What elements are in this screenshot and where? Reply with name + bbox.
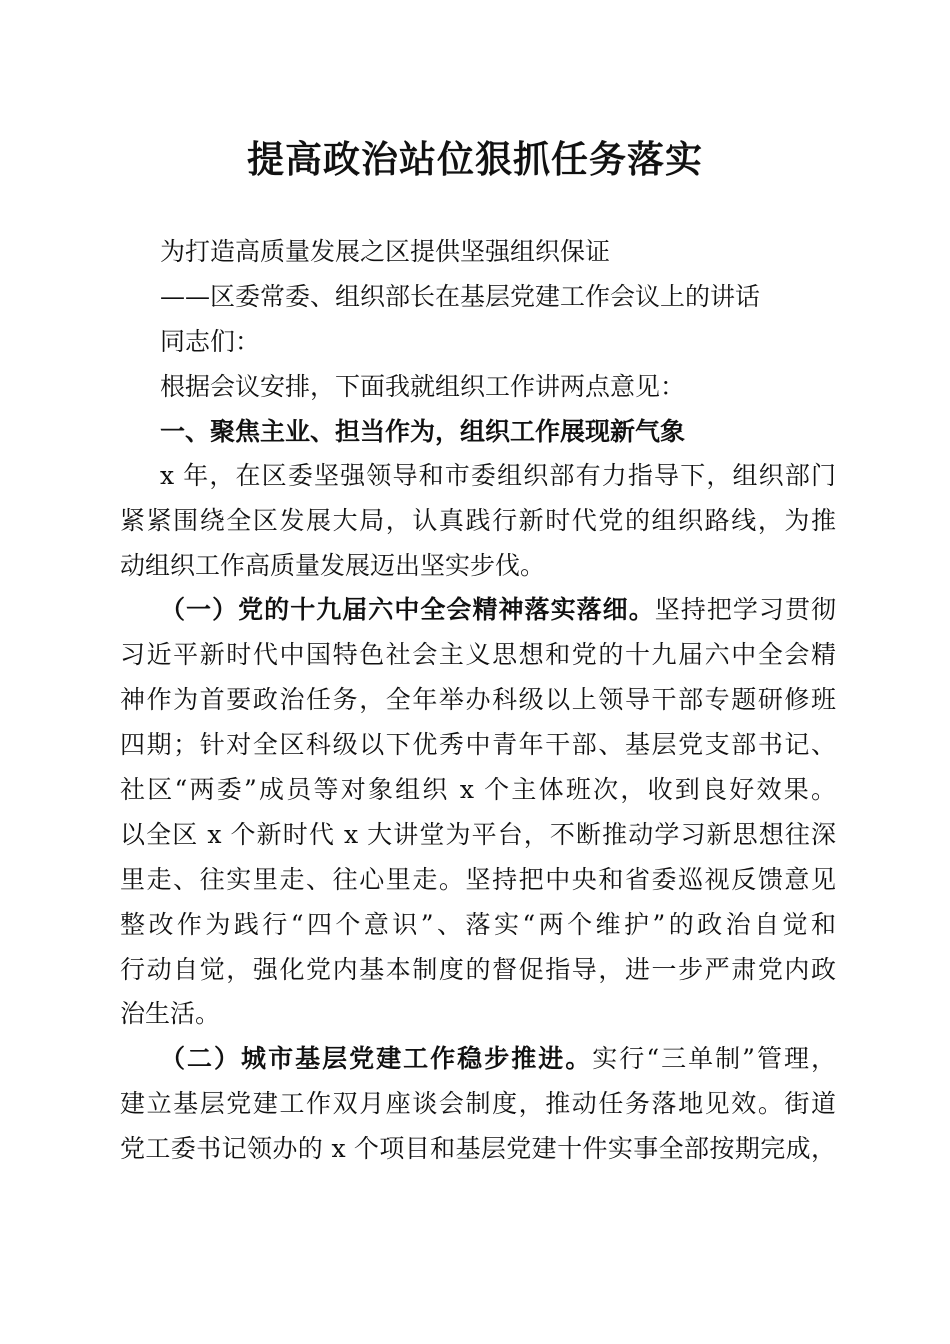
paragraph-line: 四期；针对全区科级以下优秀中青年干部、基层党支部书记、 (120, 730, 836, 759)
document-title: 提高政治站位狠抓任务落实 (247, 137, 703, 181)
section-heading-1: 一、聚焦主业、担当作为，组织工作展现新气象 (160, 417, 686, 446)
paragraph-line: 里走、往实里走、往心里走。坚持把中央和省委巡视反馈意见 (120, 865, 836, 894)
paragraph-line: 社区“两委”成员等对象组织 x 个主体班次，收到良好效果。 (120, 775, 836, 804)
paragraph-line (160, 590, 836, 630)
paragraph-line: 整改作为践行“四个意识”、落实“两个维护”的政治自觉和 (120, 910, 836, 939)
subsection-heading-2: （二）城市基层党建工作稳步推进。 (160, 1044, 593, 1073)
paragraph-line: 动组织工作高质量发展迈出坚实步伐。 (120, 551, 546, 580)
paragraph-line: 以全区 x 个新时代 x 大讲堂为平台，不断推动学习新思想往深 (120, 820, 836, 849)
paragraph-line (160, 1039, 836, 1079)
document-byline: ——区委常委、组织部长在基层党建工作会议上的讲话 (160, 282, 761, 311)
paragraph-line: 治生活。 (120, 999, 221, 1028)
paragraph-line: 党工委书记领办的 x 个项目和基层党建十件实事全部按期完成， (120, 1134, 836, 1163)
paragraph-text: 坚持把学习贯彻 (654, 595, 836, 624)
paragraph-text: 实行“三单制”管理， (592, 1044, 836, 1073)
paragraph-line: 神作为首要政治任务，全年举办科级以上领导干部专题研修班 (120, 685, 836, 714)
paragraph-line: 行动自觉，强化党内基本制度的督促指导，进一步严肃党内政 (120, 955, 836, 984)
paragraph-line: 紧紧围绕全区发展大局，认真践行新时代党的组织路线，为推 (120, 506, 836, 535)
paragraph-line: x 年，在区委坚强领导和市委组织部有力指导下，组织部门 (160, 461, 836, 490)
paragraph-line: 建立基层党建工作双月座谈会制度，推动任务落地见效。街道 (120, 1089, 836, 1118)
document-subtitle: 为打造高质量发展之区提供坚强组织保证 (160, 237, 611, 266)
paragraph-line: 习近平新时代中国特色社会主义思想和党的十九届六中全会精 (120, 640, 836, 669)
intro-paragraph: 根据会议安排，下面我就组织工作讲两点意见： (160, 372, 686, 401)
salutation: 同志们： (160, 327, 261, 356)
subsection-heading-1: （一）党的十九届六中全会精神落实落细。 (160, 595, 655, 624)
